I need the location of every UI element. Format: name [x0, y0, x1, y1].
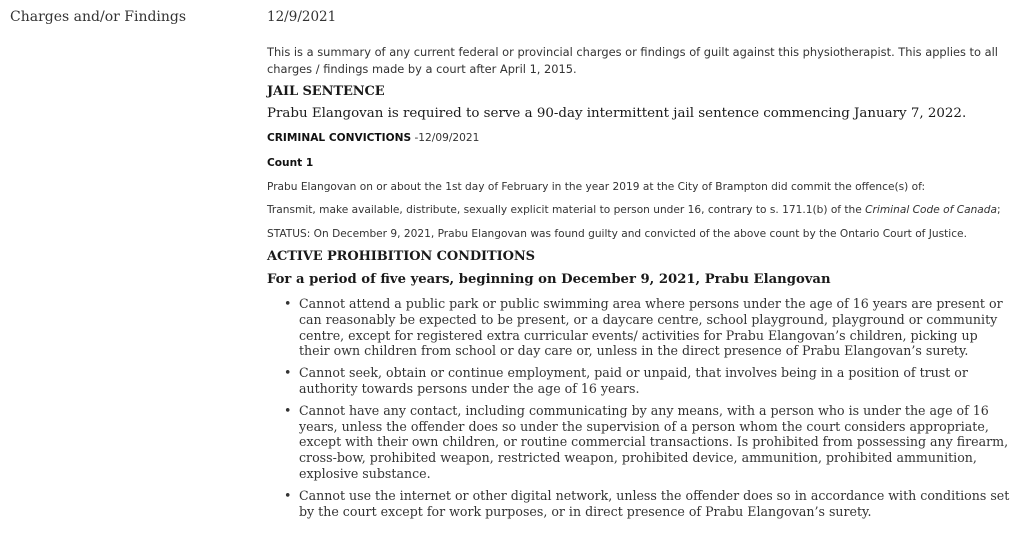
offence-detail: [267, 204, 1001, 216]
condition-text: Cannot have any contact, including communicating by any means, with a person who is under the age of 16 years, unless the offender does so under the supervision of a person whom the court considers appropriate, except with their own children, or routine commercial transactions. Is prohibited from possessing any firearm, cross-bow, prohibited weapon, restricted weapon, prohibited device, ammunition, prohibited ammunition, explosive substance.: [299, 402, 1009, 481]
summary-text: This is a summary of any current federal or provincial charges or findings of guilt against this physiotherapist. This applies to all charges / findings made by a court after April 1, 2015.: [267, 45, 998, 76]
period-heading: For a period of five years, beginning on December 9, 2021, Prabu Elangovan: [267, 272, 831, 287]
section-label: Charges and/or Findings: [10, 9, 187, 25]
condition-text: Cannot attend a public park or public swimming area where persons under the age of 16 years are present or can reasonably be expected to be present, or a daycare centre, school playground, playground or community centre, except for registered extra curricular events/ activities for Prabu Elangovan’s children, picking up their own children from school or day care or, unless in the direct presence of Prabu Elangovan’s surety.: [299, 296, 1003, 359]
bullet-icon: •: [284, 365, 292, 381]
bullet-icon: •: [284, 402, 292, 418]
condition-text: Cannot seek, obtain or continue employment, paid or unpaid, that involves being in a position of trust or authority towards persons under the age of 16 years.: [299, 365, 968, 396]
criminal-code-reference: Criminal Code of Canada: [865, 204, 998, 216]
offence-line: Prabu Elangovan on or about the 1st day of February in the year 2019 at the City of Brampton did commit the offence(s) of:: [267, 181, 926, 193]
jail-sentence-heading: JAIL SENTENCE: [267, 84, 385, 99]
offence-detail-text: Transmit, make available, distribute, sexually explicit material to person under 16, contrary to s. 171.1(b) of the: [267, 204, 866, 216]
condition-item: [280, 296, 1010, 359]
jail-sentence-text: Prabu Elangovan is required to serve a 90-day intermittent jail sentence commencing January 7, 2022.: [267, 106, 967, 121]
condition-text: Cannot use the internet or other digital network, unless the offender does so in accordance with conditions set by the court except for work purposes, or in direct presence of Prabu Elangovan’s surety.: [299, 487, 1010, 519]
bullet-icon: •: [284, 487, 292, 503]
condition-item: [280, 403, 1010, 482]
prohibition-heading: ACTIVE PROHIBITION CONDITIONS: [267, 249, 535, 264]
status-line: STATUS: On December 9, 2021, Prabu Elangovan was found guilty and convicted of the above count by the Ontario Court of Justice.: [267, 228, 967, 240]
condition-item: [280, 365, 1010, 397]
count-label: Count 1: [267, 157, 314, 169]
findings-date: 12/9/2021: [267, 9, 337, 25]
condition-item: [280, 488, 1010, 520]
conditions-list: [280, 296, 1010, 525]
offence-detail-tail: ;: [997, 204, 1001, 216]
criminal-convictions-line: [267, 132, 479, 144]
criminal-convictions-date: -12/09/2021: [411, 132, 480, 144]
bullet-icon: •: [284, 296, 292, 311]
criminal-convictions-heading: CRIMINAL CONVICTIONS: [267, 132, 412, 144]
